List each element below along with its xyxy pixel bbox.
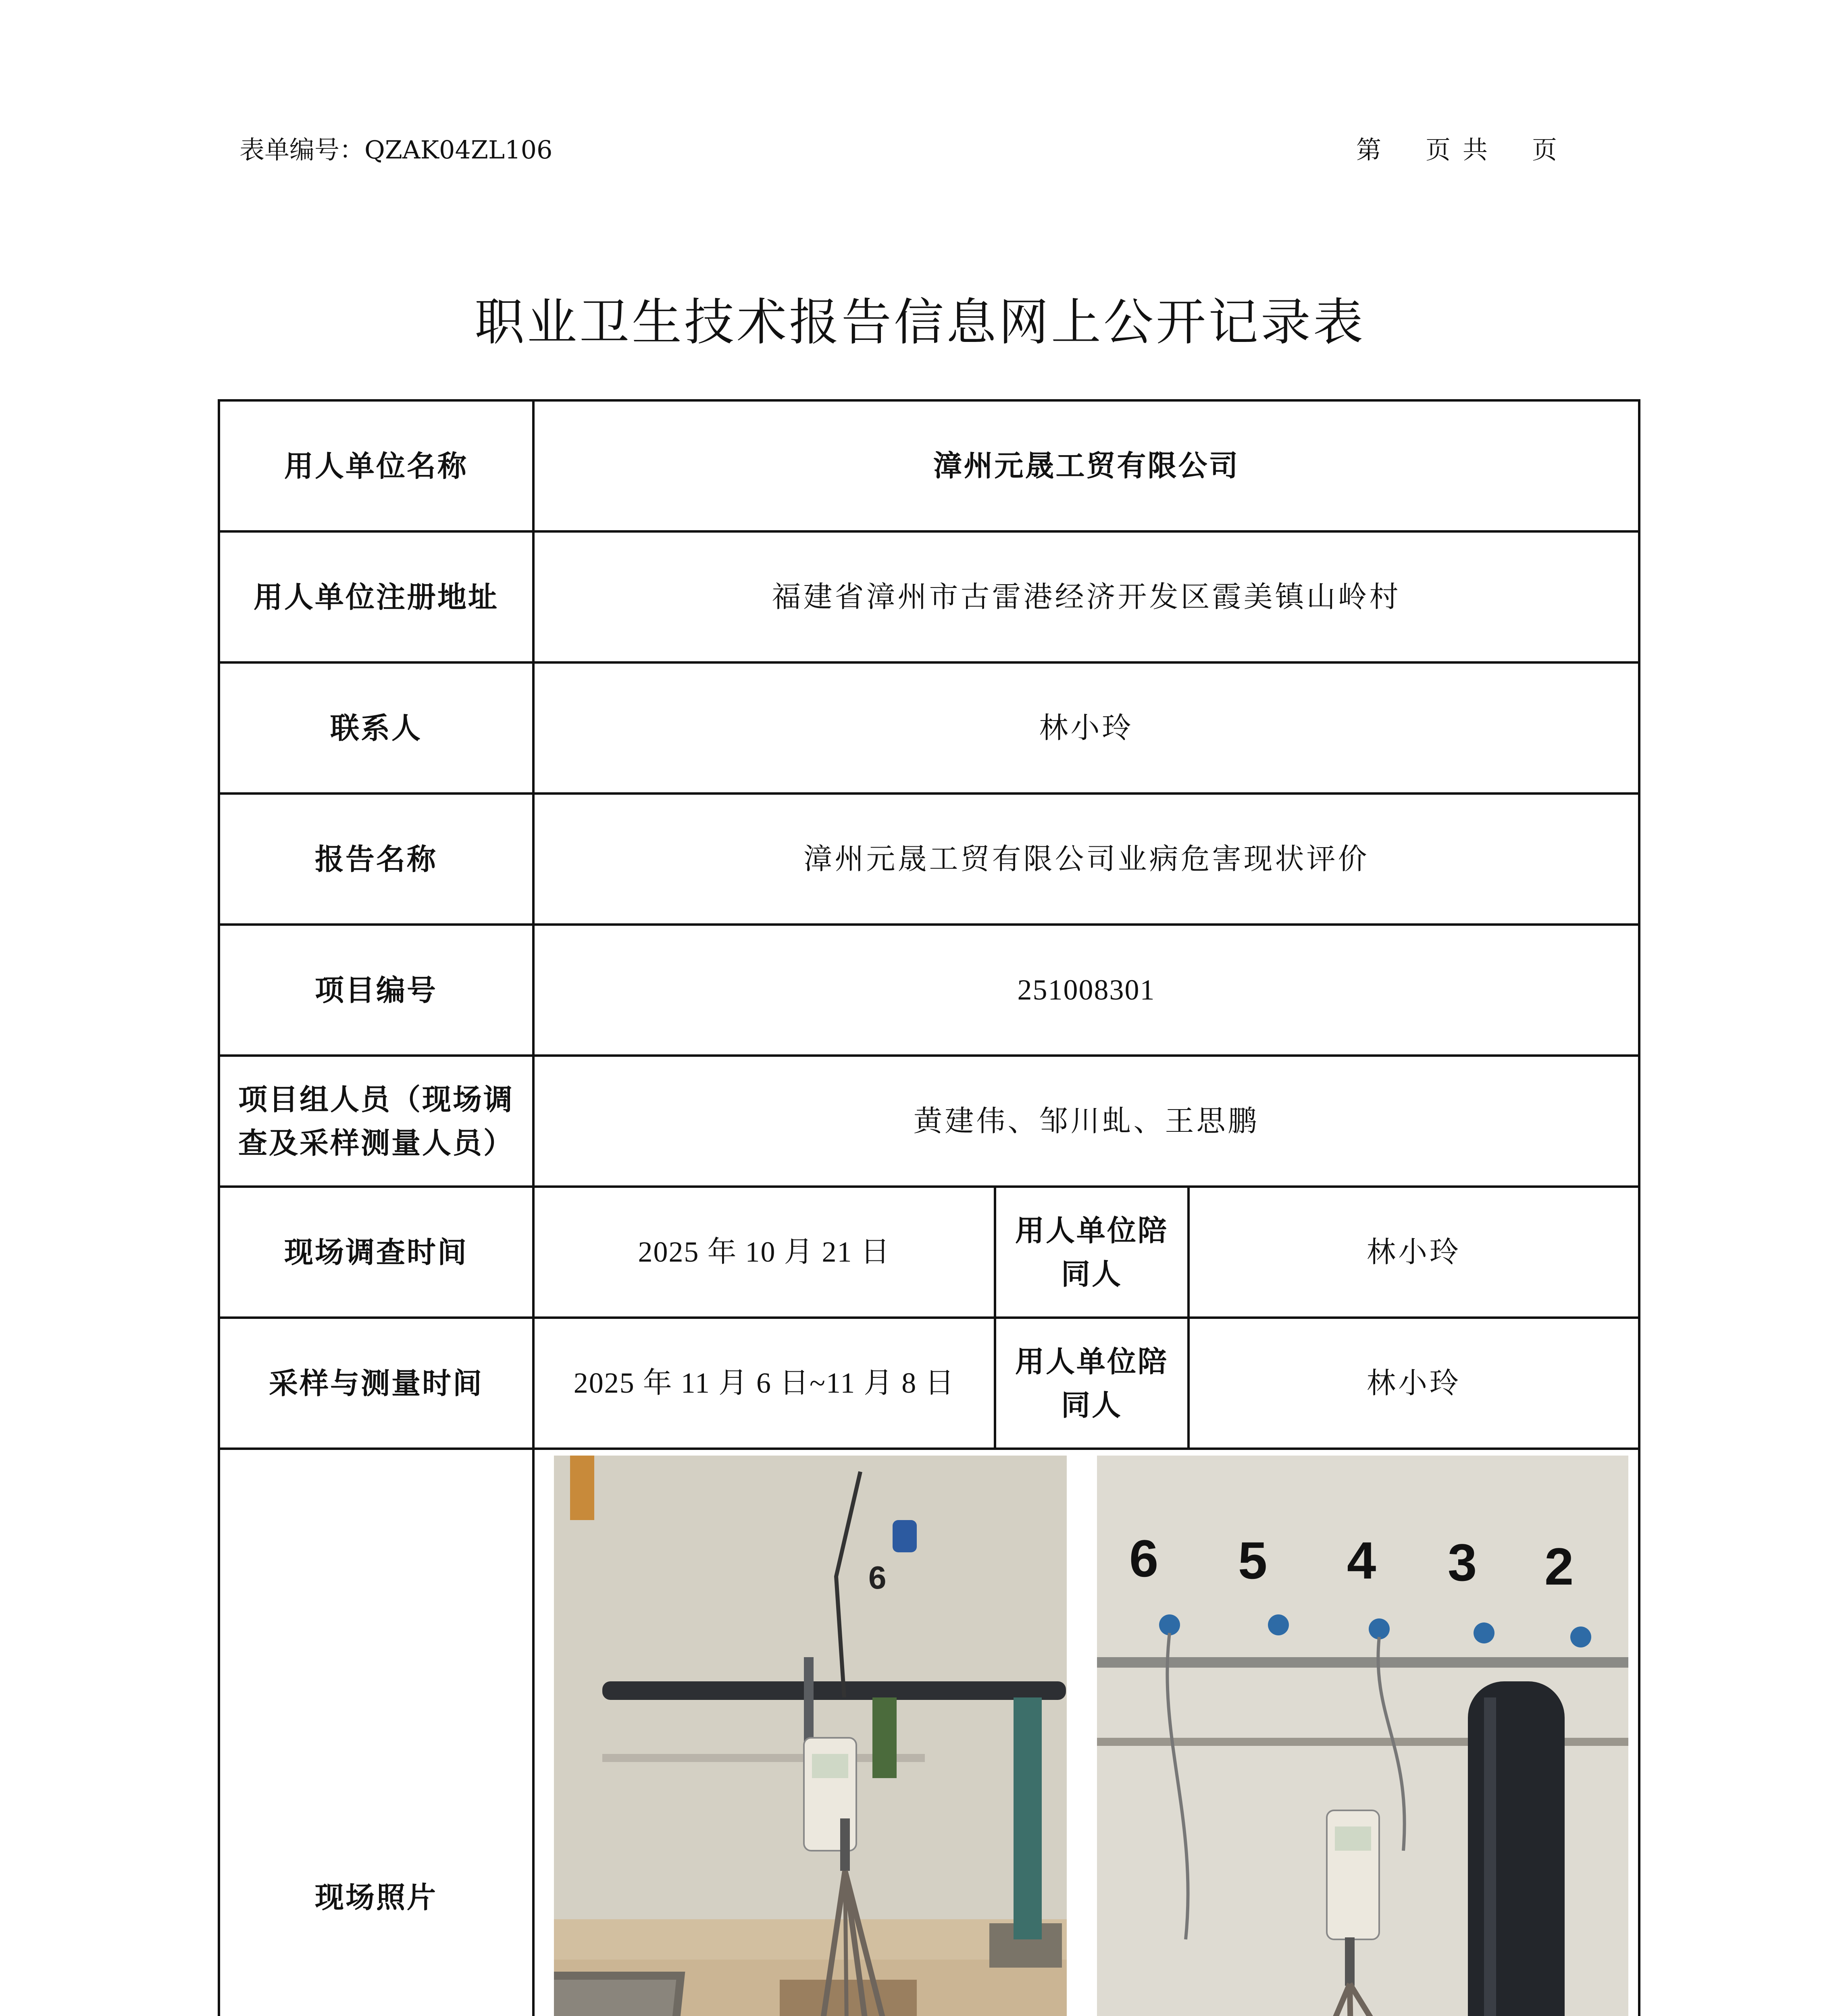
- escort-label-1: 用人单位陪同人: [995, 1187, 1189, 1318]
- project-no-value: 251008301: [533, 925, 1639, 1056]
- row-photos: [219, 1449, 1639, 2016]
- row-report: [219, 793, 1639, 925]
- site-photo-2: [1097, 1456, 1628, 2016]
- sampling-time-value: 2025 年 11 月 6 日~11 月 8 日: [533, 1318, 995, 1449]
- escort-label-2: 用人单位陪同人: [995, 1318, 1189, 1449]
- form-code: 表单编号：QZAK04ZL106: [239, 135, 553, 165]
- page-ye2: 页: [1532, 135, 1557, 165]
- cylinder-number-6: 6: [1129, 1529, 1159, 1588]
- record-table: [218, 399, 1640, 2016]
- address-value: 福建省漳州市古雷港经济开发区霞美镇山岭村: [533, 531, 1639, 662]
- cylinder-number-4: 4: [1347, 1531, 1376, 1590]
- cylinder-number-5: 5: [1238, 1531, 1268, 1590]
- row-members: [219, 1056, 1639, 1187]
- survey-time-label: 现场调查时间: [219, 1187, 533, 1318]
- employer-name-value: 漳州元晟工贸有限公司: [533, 400, 1639, 531]
- page-gong: 共: [1463, 135, 1488, 165]
- cylinder-number-2: 2: [1544, 1537, 1574, 1596]
- photos-cell: [533, 1449, 1639, 2016]
- escort-value-2: 林小玲: [1189, 1318, 1639, 1449]
- page-indicator: [1356, 130, 1557, 166]
- members-label: 项目组人员（现场调查及采样测量人员）: [219, 1056, 533, 1187]
- row-survey-time: [219, 1187, 1639, 1318]
- survey-time-value: 2025 年 10 月 21 日: [533, 1187, 995, 1318]
- report-label: 报告名称: [219, 793, 533, 925]
- row-sampling-time: [219, 1318, 1639, 1449]
- members-value: 黄建伟、邹川虬、王思鹏: [533, 1056, 1639, 1187]
- page-ye: 页: [1426, 135, 1451, 165]
- project-no-label: 项目编号: [219, 925, 533, 1056]
- row-employer-name: [219, 400, 1639, 531]
- contact-label: 联系人: [219, 662, 533, 793]
- page-di: 第: [1356, 135, 1382, 165]
- photos-label: 现场照片: [219, 1449, 533, 2016]
- row-project-no: [219, 925, 1639, 1056]
- contact-value: 林小玲: [533, 662, 1639, 793]
- address-label: 用人单位注册地址: [219, 531, 533, 662]
- photo1-marker: 6: [868, 1559, 887, 1595]
- employer-name-label: 用人单位名称: [219, 400, 533, 531]
- page-title: 职业卫生技术报告信息网上公开记录表: [474, 294, 1365, 352]
- sampling-time-label: 采样与测量时间: [219, 1318, 533, 1449]
- escort-value-1: 林小玲: [1189, 1187, 1639, 1318]
- row-address: [219, 531, 1639, 662]
- report-value: 漳州元晟工贸有限公司业病危害现状评价: [533, 793, 1639, 925]
- row-contact: [219, 662, 1639, 793]
- site-photo-1: [554, 1456, 1067, 2016]
- cylinder-number-3: 3: [1448, 1533, 1477, 1592]
